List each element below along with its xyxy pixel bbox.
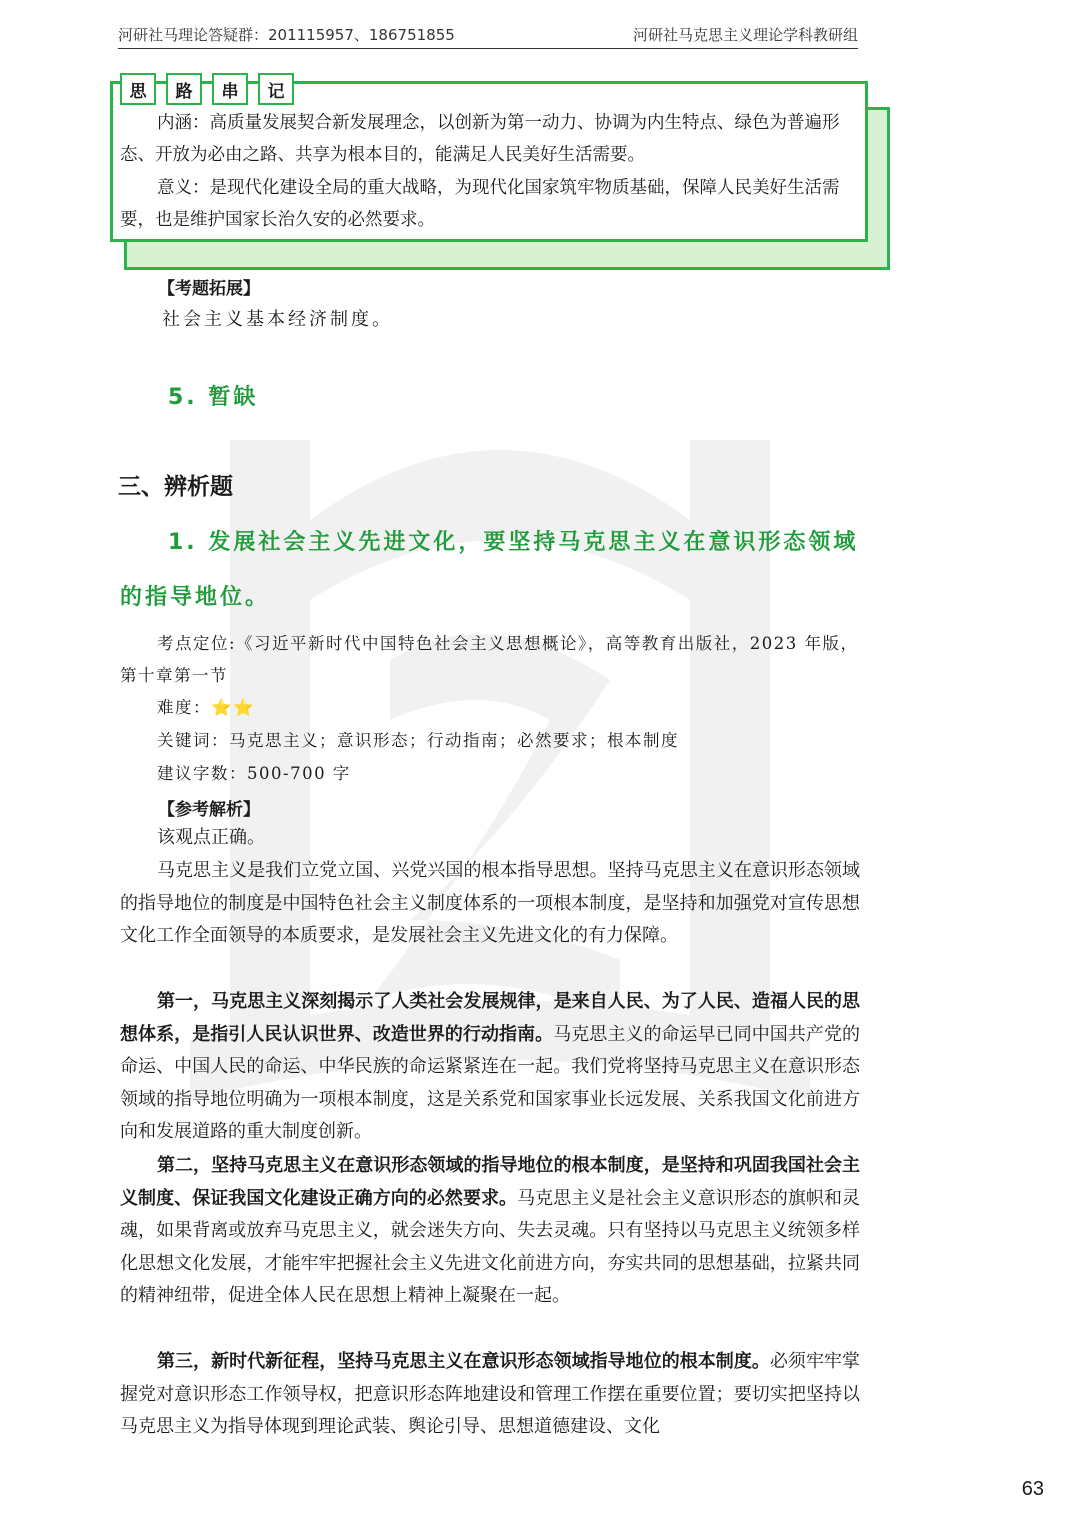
header-qq-groups: 河研社马理论答疑群：201115957、186751855 <box>118 26 455 44</box>
exam-point-location: 考点定位:《习近平新时代中国特色社会主义思想概论》，高等教育出版社，2023 年版，第十章第一节 <box>120 634 859 685</box>
note-box-tabs <box>120 73 294 105</box>
analysis-verdict: 该观点正确。 <box>157 827 265 848</box>
point-3-bold: 第三，新时代新征程，坚持马克思主义在意识形态领域指导地位的根本制度。 <box>157 1351 770 1372</box>
point-1-rest: 马克思主义的命运早已同中国共产党的命运、中国人民的命运、中华民族的命运紧紧连在一起。我们党将坚持马克思主义在意识形态领域的指导地位明确为一项根本制度，这是关系党和国家事业长远发展、关系我国文化前进方向和发展道路的重大制度创新。 <box>120 1023 861 1143</box>
extension-text: 社会主义基本经济制度。 <box>162 309 393 330</box>
header-org-name: 河研社马克思主义理论学科教研组 <box>632 26 858 44</box>
note-significance: 意义：是现代化建设全局的重大战略，为现代化国家筑牢物质基础，保障人民美好生活需要，也是维护国家长治久安的必然要求。 <box>120 178 840 230</box>
page-number: 63 <box>1021 1478 1044 1500</box>
analysis-title: 【参考解析】 <box>158 800 260 820</box>
analysis-intro: 马克思主义是我们立党立国、兴党兴国的根本指导思想。坚持马克思主义在意识形态领域的指导地位的制度是中国特色社会主义制度体系的一项根本制度，是坚持和加强党对宣传思想文化工作全面领导的本质要求，是发展社会主义先进文化的有力保障。 <box>120 860 860 947</box>
point-2-rest: 马克思主义是社会主义意识形态的旗帜和灵魂，如果背离或放弃马克思主义，就会迷失方向、失去灵魂。只有坚持以马克思主义统领多样化思想文化发展，才能牢牢把握社会主义先进文化前进方向，夯实共同的思想基础，拉紧共同的精神纽带，促进全体人民在思想上精神上凝聚在一起。 <box>120 1187 861 1307</box>
word-count: 建议字数：500-700 字 <box>157 764 351 783</box>
keywords: 关键词：马克思主义；意识形态；行动指南；必然要求；根本制度 <box>157 731 679 750</box>
note-tab-chuan: 串 <box>212 73 248 105</box>
point-3-rest: 必须牢牢掌握党对意识形态工作领导权，把意识形态阵地建设和管理工作摆在重要位置；要切实把坚持以马克思主义为指导体现到理论武装、舆论引导、思想道德建设、文化 <box>120 1351 861 1438</box>
analysis-point-3 <box>120 1346 860 1444</box>
analysis-point-1 <box>120 986 860 1149</box>
point-2-bold: 第二，坚持马克思主义在意识形态领域的指导地位的根本制度，是坚持和巩固我国社会主义制度、保证我国文化建设正确方向的必然要求。 <box>120 1155 860 1209</box>
question-line-2: 的指导地位。 <box>120 585 271 610</box>
analysis-point-2 <box>120 1150 860 1313</box>
extension-title: 【考题拓展】 <box>158 279 260 299</box>
question-line-1: 1. 发展社会主义先进文化，要坚持马克思主义在意识形态领域 <box>168 530 859 555</box>
difficulty: 难度：⭐⭐ <box>157 698 256 717</box>
page-header <box>118 18 858 49</box>
note-tab-ji: 记 <box>258 73 294 105</box>
note-tab-si: 思 <box>120 73 156 105</box>
point-1-bold: 第一，马克思主义深刻揭示了人类社会发展规律，是来自人民、为了人民、造福人民的思想体系，是指引人民认识世界、改造世界的行动指南。 <box>120 991 860 1045</box>
note-connotation: 内涵：高质量发展契合新发展理念，以创新为第一动力、协调为内生特点、绿色为普遍形态、开放为必由之路、共享为根本目的，能满足人民美好生活需要。 <box>120 113 840 165</box>
item-5-heading: 5. 暂缺 <box>168 385 259 410</box>
section-title: 三、辨析题 <box>118 474 233 500</box>
note-tab-lu: 路 <box>166 73 202 105</box>
